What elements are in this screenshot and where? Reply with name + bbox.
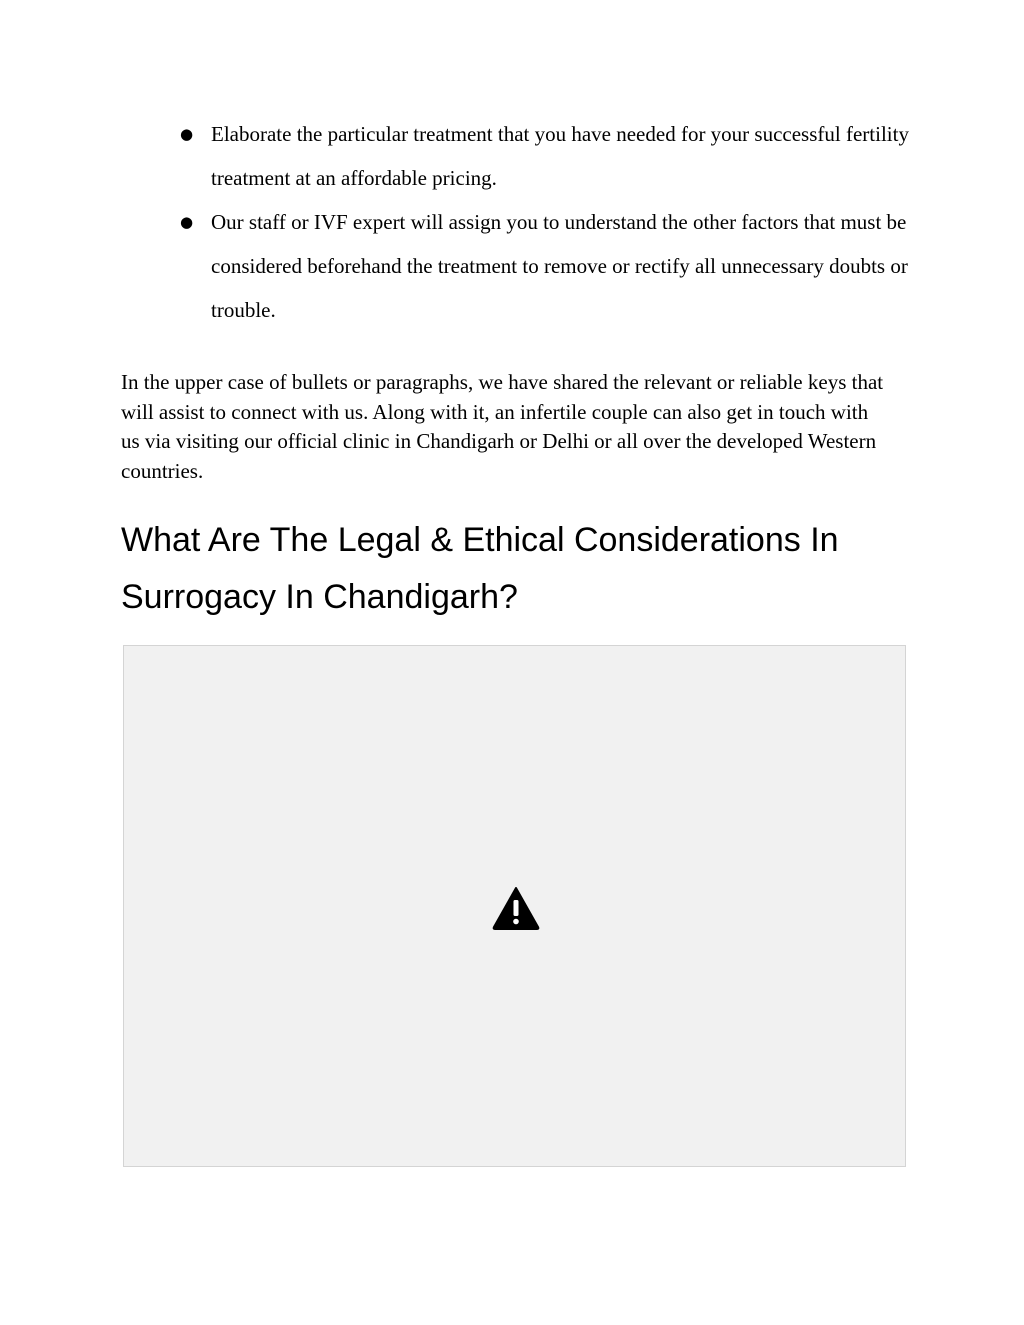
section-heading: What Are The Legal & Ethical Considerations In Surrogacy In Chandigarh? [121,521,839,616]
warning-icon [492,886,540,930]
list-item [180,200,910,332]
bullet-text: Our staff or IVF expert will assign you to understand the other factors that must be considered beforehand the treatment to remove or rectify all unnecessary doubts or trouble. [211,210,908,322]
bullet-marker: ● [180,213,194,231]
body-paragraph: In the upper case of bullets or paragraphs, we have shared the relevant or reliable keys that will assist to connect with us. Along with it, an infertile couple can also get in touch with us via visiting our official clinic in Chandigarh or Delhi or all over the developed Western countries. [121,370,884,483]
list-item [180,112,910,200]
broken-image-placeholder [123,645,906,1167]
bullet-text: Elaborate the particular treatment that you have needed for your successful fertility treatment at an affordable pricing. [211,122,909,190]
bullet-marker: ● [180,125,194,143]
bullet-list [180,112,910,332]
